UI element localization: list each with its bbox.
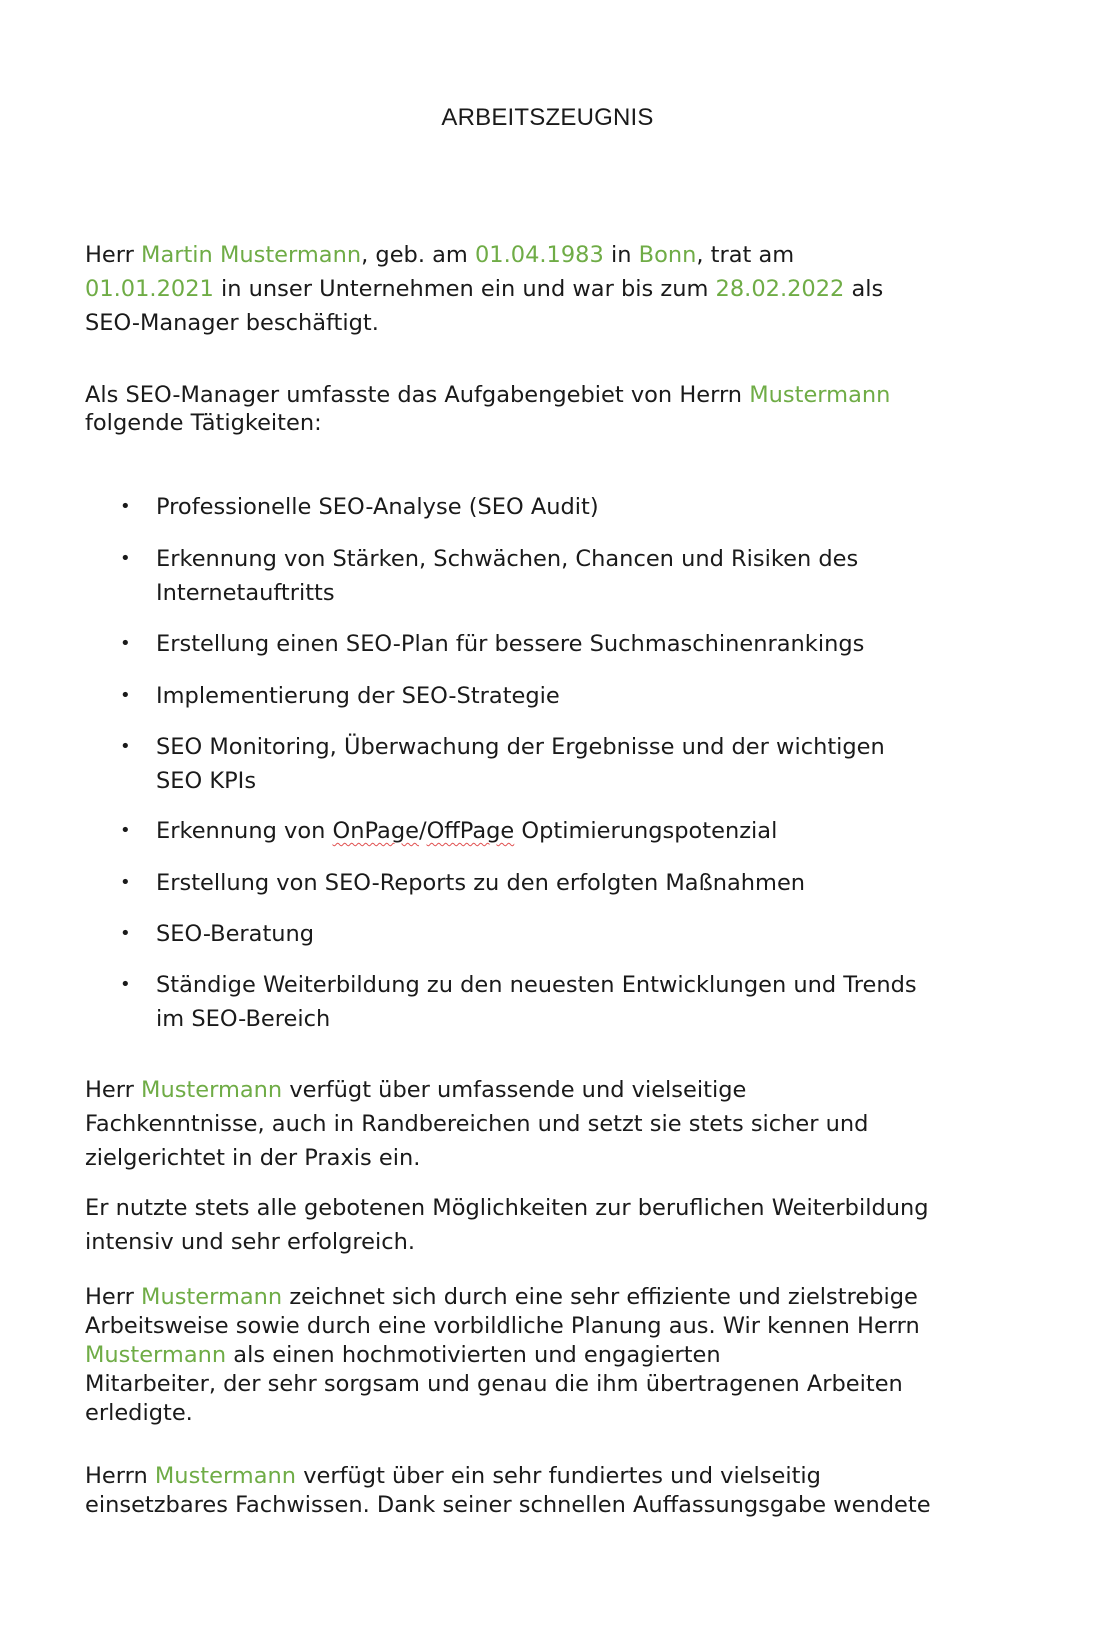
list-item-text: Implementierung der SEO-Strategie xyxy=(156,683,560,709)
intro-line-2 xyxy=(85,272,1000,306)
spellcheck-word: OnPage xyxy=(332,818,419,844)
list-item-text: Erstellung von SEO-Reports zu den erfolgten Maßnahmen xyxy=(156,870,806,896)
tasks-intro-paragraph xyxy=(85,380,1000,436)
bullet-icon: • xyxy=(120,736,131,757)
knowledge-paragraph xyxy=(85,1073,1000,1175)
birth-date: 01.04.1983 xyxy=(474,242,604,268)
text: Herr xyxy=(85,1077,142,1103)
text: Erkennung von xyxy=(156,818,333,844)
list-item-text: im SEO-Bereich xyxy=(156,1006,331,1032)
employee-surname: Mustermann xyxy=(141,1284,283,1310)
bullet-icon: • xyxy=(120,496,131,517)
tasks-intro-line-2: folgende Tätigkeiten: xyxy=(85,410,322,436)
work-line-3 xyxy=(85,1341,1000,1370)
bullet-icon: • xyxy=(120,820,131,841)
work-line-5: erledigte. xyxy=(85,1400,193,1426)
list-item xyxy=(85,627,1000,679)
text: Herr xyxy=(85,242,142,268)
list-item-text: SEO-Beratung xyxy=(156,921,315,947)
bullet-icon: • xyxy=(120,685,131,706)
list-item-text: SEO KPIs xyxy=(156,768,257,794)
end-date: 28.02.2022 xyxy=(715,276,845,302)
bullet-icon: • xyxy=(120,974,131,995)
expertise-paragraph xyxy=(85,1462,1000,1520)
training-line-2: intensiv und sehr erfolgreich. xyxy=(85,1229,416,1255)
list-item xyxy=(85,866,1000,917)
text: Optimierungspotenzial xyxy=(514,818,778,844)
intro-paragraph xyxy=(85,238,1000,340)
list-item xyxy=(85,490,1000,542)
text: als einen hochmotivierten und engagierten xyxy=(226,1342,721,1368)
knowledge-line-2: Fachkenntnisse, auch in Randbereichen und setzt sie stets sicher und xyxy=(85,1111,869,1137)
text: in unser Unternehmen ein und war bis zum xyxy=(213,276,716,302)
expertise-line-1 xyxy=(85,1462,1000,1491)
tasks-intro-line-1 xyxy=(85,380,1000,410)
list-item xyxy=(85,679,1000,730)
text: verfügt über umfassende und vielseitige xyxy=(282,1077,747,1103)
expertise-line-2: einsetzbares Fachwissen. Dank seiner schnellen Auffassungsgabe wendete xyxy=(85,1492,931,1518)
list-item-text: Internetauftritts xyxy=(156,580,335,606)
list-item xyxy=(85,730,1000,814)
employee-surname: Mustermann xyxy=(85,1342,227,1368)
bullet-icon: • xyxy=(120,548,131,569)
work-line-2: Arbeitsweise sowie durch eine vorbildliche Planung aus. Wir kennen Herrn xyxy=(85,1313,920,1339)
work-line-4: Mitarbeiter, der sehr sorgsam und genau die ihm übertragenen Arbeiten xyxy=(85,1371,903,1397)
bullet-icon: • xyxy=(120,923,131,944)
bullet-icon: • xyxy=(120,872,131,893)
text: Herr xyxy=(85,1284,142,1310)
text: zeichnet sich durch eine sehr effiziente und zielstrebige xyxy=(282,1284,918,1310)
birth-place: Bonn xyxy=(638,242,697,268)
knowledge-line-3: zielgerichtet in der Praxis ein. xyxy=(85,1145,421,1171)
knowledge-line-1 xyxy=(85,1073,1000,1107)
list-item-text xyxy=(156,818,777,844)
text: als xyxy=(844,276,884,302)
bullet-icon: • xyxy=(120,633,131,654)
task-list xyxy=(85,490,1000,1052)
employee-surname: Mustermann xyxy=(749,382,891,408)
document-title: ARBEITSZEUGNIS xyxy=(441,104,654,131)
list-item xyxy=(85,542,1000,627)
list-item xyxy=(85,968,1000,1052)
training-paragraph xyxy=(85,1191,1000,1259)
text: / xyxy=(418,818,427,844)
list-item xyxy=(85,917,1000,968)
start-date: 01.01.2021 xyxy=(85,276,214,302)
work-line-1 xyxy=(85,1283,1000,1312)
list-item xyxy=(85,814,1000,866)
text: in xyxy=(603,242,639,268)
training-line-1: Er nutzte stets alle gebotenen Möglichkeiten zur beruflichen Weiterbildung xyxy=(85,1195,929,1221)
intro-line-3: SEO-Manager beschäftigt. xyxy=(85,310,379,336)
text: verfügt über ein sehr fundiertes und vielseitig xyxy=(296,1463,821,1489)
text: Herrn xyxy=(85,1463,155,1489)
list-item-text: Erstellung einen SEO-Plan für bessere Suchmaschinenrankings xyxy=(156,631,865,657)
list-item-text: SEO Monitoring, Überwachung der Ergebnisse und der wichtigen xyxy=(156,734,885,760)
employee-name: Martin Mustermann xyxy=(141,242,362,268)
work-paragraph xyxy=(85,1283,1000,1428)
text: , trat am xyxy=(696,242,795,268)
text: Als SEO-Manager umfasste das Aufgabengebiet von Herrn xyxy=(85,382,750,408)
text: , geb. am xyxy=(361,242,475,268)
list-item-text: Erkennung von Stärken, Schwächen, Chancen und Risiken des xyxy=(156,546,859,572)
intro-line-1 xyxy=(85,238,1000,272)
spellcheck-word: OffPage xyxy=(426,818,515,844)
employee-surname: Mustermann xyxy=(141,1077,283,1103)
employee-surname: Mustermann xyxy=(154,1463,297,1489)
list-item-text: Professionelle SEO-Analyse (SEO Audit) xyxy=(156,494,599,520)
list-item-text: Ständige Weiterbildung zu den neuesten Entwicklungen und Trends xyxy=(156,972,917,998)
